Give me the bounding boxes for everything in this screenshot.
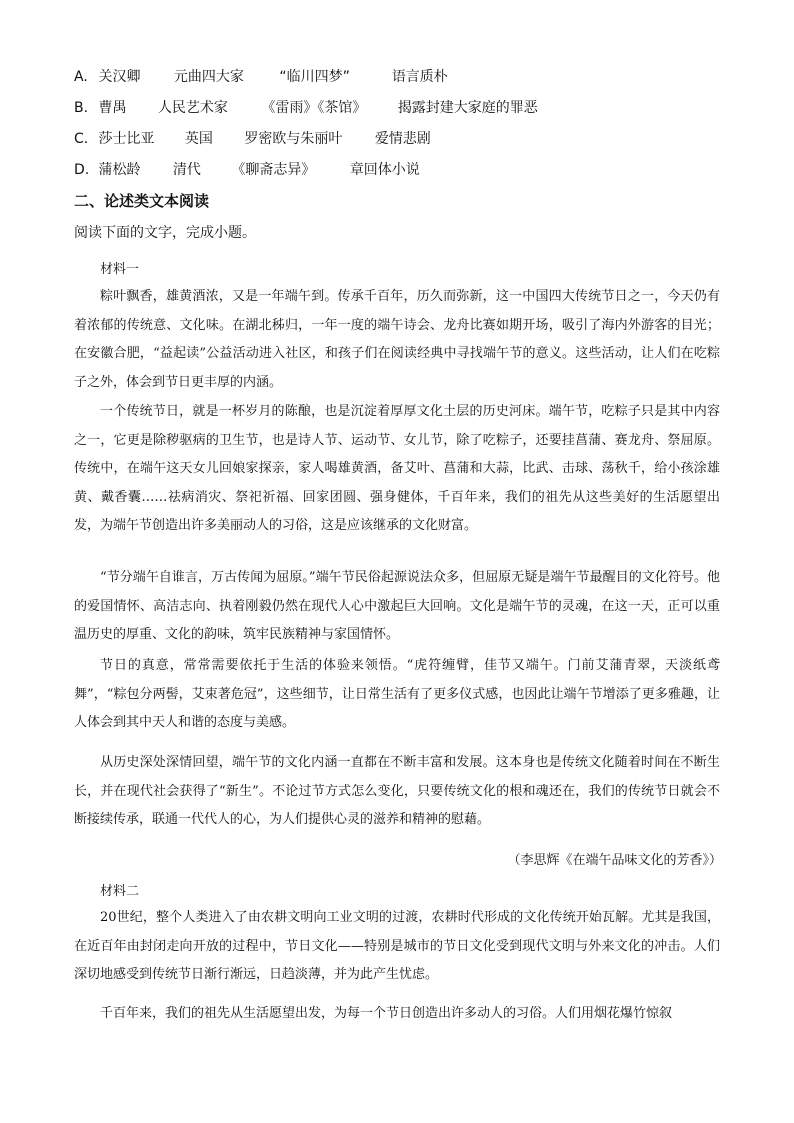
material-1-paragraph-1: 粽叶飘香，雄黄酒浓，又是一年端午到。传承千百年，历久而弥新，这一中国四大传统节日之一，今天仍有着浓郁的传统意、文化味。在湖北秭归，一年一度的端午诗会、龙舟比赛如期开场，吸引了海内外游客的目光；在安徽合肥，“益起读”公益活动进入社区，和孩子们在阅读经典中寻找端午节的意义。这些活动，让人们在吃粽子之外，体会到节日更丰厚的内涵。 [74,289,720,390]
option-b-col2: 人民艺术家 [157,100,228,116]
material-1-paragraph-2: 一个传统节日，就是一杯岁月的陈酿，也是沉淀着厚厚文化土层的历史河床。端午节，吃粽子只是其中内容之一，它更是除秽驱病的卫生节，也是诗人节、运动节、女儿节，除了吃粽子，还要挂菖蒲、赛龙舟、祭屈原。传统中，在端午这天女儿回娘家探亲，家人喝雄黄酒，备艾叶、菖蒲和大蒜，比武、击球、荡秋千，给小孩涂雄黄、戴香囊……祛病消灾、祭祀祈福、回家团圆、强身健体，千百年来，我们的祖先从这些美好的生活愿望出发，为端午节创造出许多美丽动人的习俗，这是应该继承的文化财富。 [74,404,720,534]
option-a-col4: 语言质朴 [391,69,448,85]
option-c-col3: 罗密欧与朱丽叶 [244,131,343,147]
option-c-col1: 莎士比亚 [98,131,155,147]
option-b-col1: 曹禺 [98,100,127,116]
option-a-letter: A. [74,69,88,85]
option-d-col1: 蒲松龄 [98,162,141,178]
option-a-col3: “临川四梦” [279,69,350,85]
option-d-col2: 清代 [172,162,201,178]
material-1-source: （李思辉《在端午品味文化的芳香》） [507,853,722,868]
option-b-col4: 揭露封建大家庭的罪恶 [397,100,538,116]
option-a-col2: 元曲四大家 [173,69,244,85]
option-b-letter: B. [74,100,89,116]
option-c-col4: 爱情悲剧 [374,131,431,147]
material-1-paragraph-3: “节分端午自谁言，万古传闻为屈原。”端午节民俗起源说法众多，但屈原无疑是端午节最醒目的文化符号。他的爱国情怀、高洁志向、执着刚毅仍然在现代人心中激起巨大回响。文化是端午节的灵魂，在这一天，正可以重温历史的厚重、文化的韵味，筑牢民族精神与家国情怀。 [74,570,720,643]
option-b-col3: 《雷雨》《茶馆》 [261,100,367,116]
option-d-letter: D. [74,162,90,178]
material-2-paragraph-1: 20世纪，整个人类进入了由农耕文明向工业文明的过渡，农耕时代形成的文化传统开始瓦解。尤其是我国，在近百年由封闭走向开放的过程中，节日文化——特别是城市的节日文化受到现代文明与外来文化的冲击。人们深切地感受到传统节日渐行渐远，日趋淡薄，并为此产生忧虑。 [74,910,720,983]
material-2-paragraph-2: 千百年来，我们的祖先从生活愿望出发，为每一个节日创造出许多动人的习俗。人们用烟花爆竹惊叙 [100,1006,673,1021]
option-d-col3: 《聊斋志异》 [231,162,316,178]
material-1-paragraph-4: 节日的真意，常常需要依托于生活的体验来领悟。“虎符缠臂，佳节又端午。门前艾蒲青翠，天淡纸鸢舞”，“粽包分两髻，艾束著危冠”，这些细节，让日常生活有了更多仪式感，也因此让端午节增添了更多雅趣，让人体会到其中天人和谐的态度与美感。 [74,658,720,731]
material-2-label: 材料二 [100,884,140,899]
material-1-paragraph-5: 从历史深处深情回望，端午节的文化内涵一直都在不断丰富和发展。这本身也是传统文化随着时间在不断生长，并在现代社会获得了“新生”。不论过节方式怎么变化，只要传统文化的根和魂还在，我们的传统节日就会不断接续传承，联通一代代人的心，为人们提供心灵的滋养和精神的慰藉。 [74,755,720,828]
option-a [74,67,448,87]
option-d [74,160,420,180]
option-c-letter: C. [74,131,89,147]
option-c-col2: 英国 [184,131,213,147]
option-b [74,98,538,118]
option-c [74,129,431,149]
option-d-col4: 章回体小说 [349,162,420,178]
instruction: 阅读下面的文字，完成小题。 [74,225,256,241]
option-a-col1: 关汉卿 [98,69,141,85]
section-title: 二、论述类文本阅读 [74,192,210,210]
material-1-label: 材料一 [100,262,140,277]
